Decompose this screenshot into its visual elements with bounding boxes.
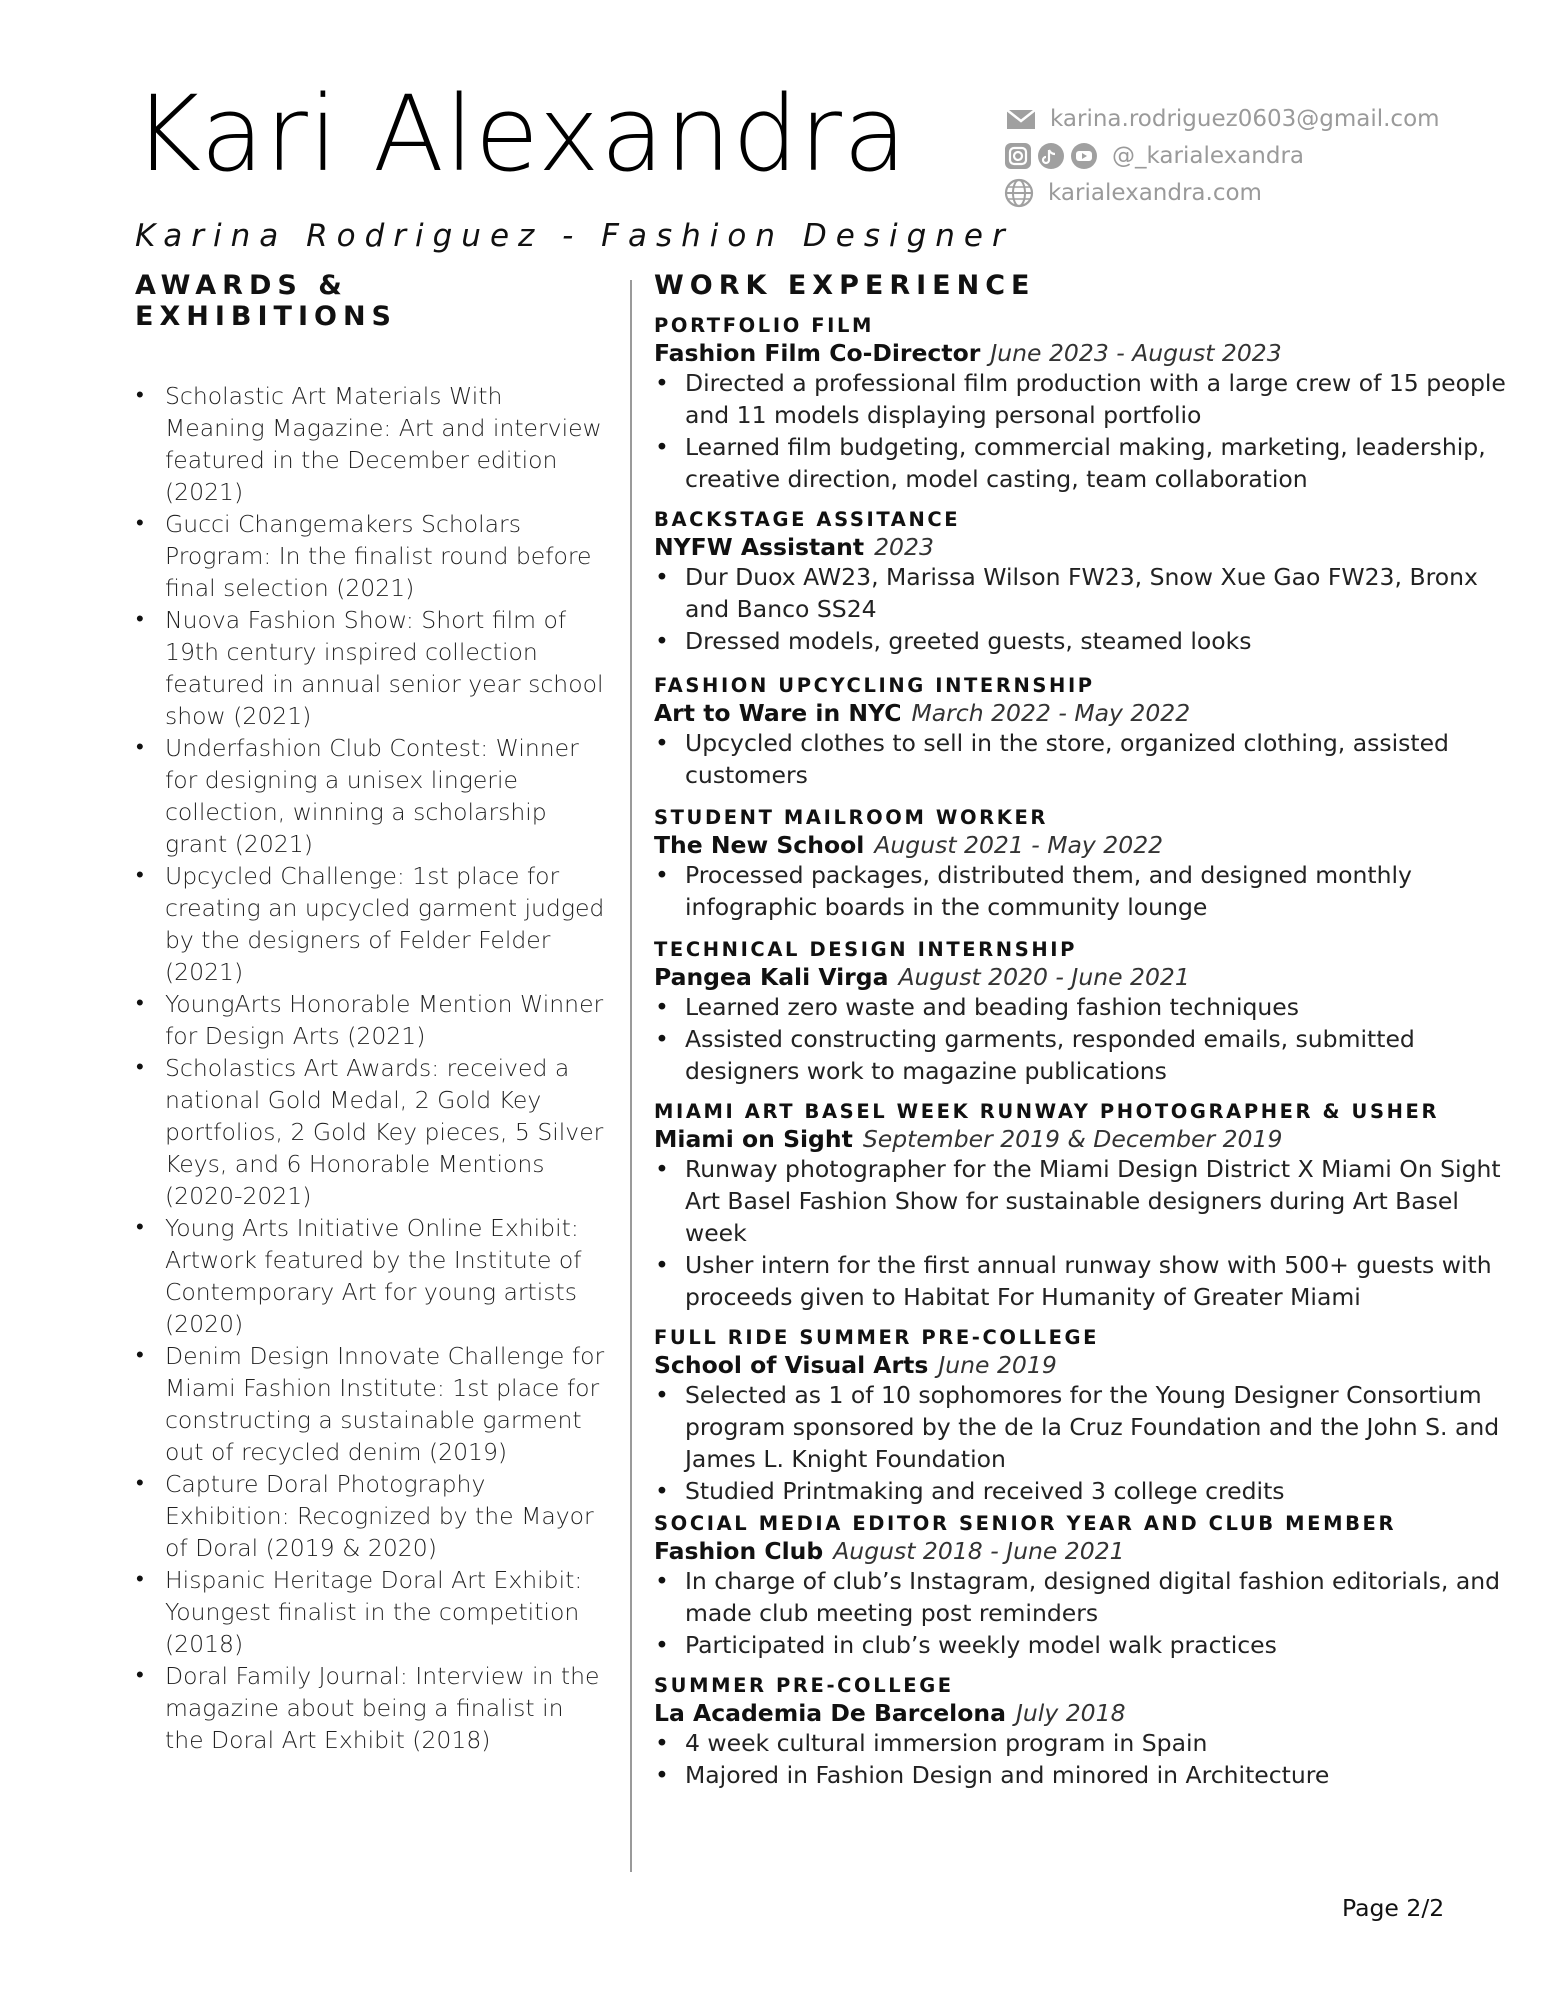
job-entry [654,313,1514,495]
job-date: July 2018 [1015,1699,1126,1727]
instagram-icon[interactable] [1004,142,1032,170]
website-link[interactable]: karialexandra.com [1048,179,1262,206]
subtitle: Karina Rodriguez - Fashion Designer [135,218,1014,254]
job-bullet [654,1629,1514,1661]
bullet-icon: • [136,1471,144,1496]
award-text: Capture Doral Photography Exhibition: Recognized by the Mayor of Doral (2019 & 2020) [165,1470,594,1562]
job-bullet [654,1565,1514,1629]
award-text: YoungArts Honorable Mention Winner for Design Arts (2021) [165,990,604,1050]
bullet-icon: • [655,729,669,757]
job-bullet [654,727,1514,791]
job-bullet-text: Dur Duox AW23, Marissa Wilson FW23, Snow Xue Gao FW23, Bronx and Banco SS24 [685,563,1478,623]
social-row[interactable] [1004,137,1440,174]
bullet-icon: • [655,861,669,889]
email-row[interactable] [1004,100,1440,137]
bullet-icon: • [655,993,669,1021]
job-category: STUDENT MAILROOM WORKER [654,806,1048,829]
job-bullet [654,1379,1514,1475]
job-entry [654,1099,1514,1313]
award-item [135,1052,605,1212]
award-item [135,732,605,860]
job-date: June 2019 [938,1351,1057,1379]
social-handle[interactable]: @_karialexandra [1112,142,1305,169]
job-heading [654,339,1514,367]
job-entry [654,507,1514,657]
job-bullets [654,1379,1514,1507]
job-bullet-text: Assisted constructing garments, responded emails, submitted designers work to magazine publications [685,1025,1415,1085]
job-bullet [654,367,1514,431]
bullet-icon: • [655,1025,669,1053]
award-text: Young Arts Initiative Online Exhibit: Artwork featured by the Institute of Contemporary Art for young artists (2020) [165,1214,582,1338]
job-role: Art to Ware in NYC [654,699,902,727]
job-entry [654,805,1514,923]
award-text: Gucci Changemakers Scholars Program: In the finalist round before final selection (2021) [165,510,592,602]
bullet-icon: • [136,1663,144,1688]
job-date: June 2023 - August 2023 [990,339,1282,367]
job-bullet [654,1153,1514,1249]
award-text: Scholastics Art Awards: received a national Gold Medal, 2 Gold Key portfolios, 2 Gold Key pieces, 5 Silver Keys, and 6 Honorable Mentions (2020-2021) [165,1054,604,1210]
job-role: La Academia De Barcelona [654,1699,1006,1727]
job-entry [654,1325,1514,1507]
job-bullet-text: Studied Printmaking and received 3 college credits [685,1477,1285,1505]
job-entry [654,1511,1514,1661]
job-bullets [654,1727,1514,1791]
award-item [135,508,605,604]
globe-icon [1004,178,1034,208]
award-text: Nuova Fashion Show: Short film of 19th century inspired collection featured in annual senior year school show (2021) [165,606,604,730]
bullet-icon: • [136,1215,144,1240]
job-date: 2023 [874,533,934,561]
bullet-icon: • [655,563,669,591]
bullet-icon: • [136,1055,144,1080]
bullet-icon: • [655,433,669,461]
award-item [135,1564,605,1660]
bullet-icon: • [655,1567,669,1595]
job-bullet-text: Dressed models, greeted guests, steamed looks [685,627,1252,655]
job-bullet-text: Usher intern for the first annual runway show with 500+ guests with proceeds given to Habitat For Humanity of Greater Miami [685,1251,1492,1311]
job-bullet [654,431,1514,495]
bullet-icon: • [655,1729,669,1757]
bullet-icon: • [655,369,669,397]
job-bullet-text: Participated in club’s weekly model walk practices [685,1631,1277,1659]
job-bullet [654,859,1514,923]
bullet-icon: • [655,627,669,655]
job-bullet-text: Processed packages, distributed them, and designed monthly infographic boards in the community lounge [685,861,1412,921]
job-bullets [654,367,1514,495]
award-item [135,1340,605,1468]
job-role: Fashion Film Co-Director [654,339,981,367]
job-role: Miami on Sight [654,1125,853,1153]
work-title: WORK EXPERIENCE [654,270,1036,301]
job-date: August 2020 - June 2021 [898,963,1190,991]
award-item [135,988,605,1052]
bullet-icon: • [136,511,144,536]
bullet-icon: • [136,863,144,888]
awards-list [135,380,605,1756]
job-bullet [654,1475,1514,1507]
job-role: Pangea Kali Virga [654,963,889,991]
job-bullet-text: Directed a professional film production with a large crew of 15 people and 11 models displaying personal portfolio [685,369,1506,429]
job-heading [654,1351,1514,1379]
job-date: September 2019 & December 2019 [862,1125,1283,1153]
job-bullet-text: Majored in Fashion Design and minored in Architecture [685,1761,1330,1789]
job-heading [654,831,1514,859]
page-number: Page 2/2 [1342,1894,1445,1922]
job-role: Fashion Club [654,1537,824,1565]
website-row[interactable] [1004,174,1440,211]
job-bullet [654,1759,1514,1791]
job-heading [654,1125,1514,1153]
job-date: March 2022 - May 2022 [911,699,1191,727]
work-section [654,270,1514,1791]
job-category: FASHION UPCYCLING INTERNSHIP [654,674,1095,697]
award-text: Doral Family Journal: Interview in the magazine about being a finalist in the Doral Art Exhibit (2018) [165,1662,600,1754]
bullet-icon: • [655,1631,669,1659]
job-category: FULL RIDE SUMMER PRE-COLLEGE [654,1326,1100,1349]
job-bullet-text: Learned film budgeting, commercial making, marketing, leadership, creative direction, model casting, team collaboration [685,433,1486,493]
job-date: August 2018 - June 2021 [833,1537,1125,1565]
awards-section [135,270,605,1756]
job-bullet [654,1023,1514,1087]
job-bullet [654,991,1514,1023]
job-category: BACKSTAGE ASSITANCE [654,508,961,531]
award-item [135,604,605,732]
award-item [135,1468,605,1564]
job-bullet-text: Selected as 1 of 10 sophomores for the Young Designer Consortium program sponsored by the de la Cruz Foundation and the John S. and James L. Knight Foundation [685,1381,1500,1473]
award-item [135,380,605,508]
bullet-icon: • [136,607,144,632]
job-date: August 2021 - May 2022 [874,831,1164,859]
job-bullets [654,1153,1514,1313]
job-bullet-text: Runway photographer for the Miami Design District X Miami On Sight Art Basel Fashion Show for sustainable designers during Art Basel week [685,1155,1501,1247]
job-heading [654,1537,1514,1565]
award-text: Scholastic Art Materials With Meaning Magazine: Art and interview featured in the December edition (2021) [165,382,602,506]
job-role: The New School [654,831,865,859]
job-bullets [654,991,1514,1087]
job-bullet-text: Upcycled clothes to sell in the store, organized clothing, assisted customers [685,729,1449,789]
award-item [135,1212,605,1340]
job-bullet [654,561,1514,625]
bullet-icon: • [655,1477,669,1505]
award-text: Denim Design Innovate Challenge for Miami Fashion Institute: 1st place for constructing a sustainable garment out of recycled denim (2019) [165,1342,605,1466]
bullet-icon: • [136,383,144,408]
award-item [135,1660,605,1756]
award-text: Upcycled Challenge: 1st place for creating an upcycled garment judged by the designers of Felder Felder (2021) [165,862,605,986]
bullet-icon: • [655,1155,669,1183]
job-role: NYFW Assistant [654,533,865,561]
job-category: MIAMI ART BASEL WEEK RUNWAY PHOTOGRAPHER & USHER [654,1100,1440,1123]
job-bullet [654,1249,1514,1313]
bullet-icon: • [136,1567,144,1592]
job-bullets [654,1565,1514,1661]
column-divider [630,280,632,1872]
job-category: SUMMER PRE-COLLEGE [654,1674,954,1697]
mail-icon [1006,108,1036,130]
job-bullet [654,625,1514,657]
award-item [135,860,605,988]
bullet-icon: • [136,735,144,760]
job-bullet [654,1727,1514,1759]
job-entry [654,673,1514,791]
job-heading [654,533,1514,561]
bullet-icon: • [136,991,144,1016]
bullet-icon: • [655,1251,669,1279]
job-heading [654,963,1514,991]
contact-block [1004,100,1440,211]
bullet-icon: • [655,1761,669,1789]
job-category: TECHNICAL DESIGN INTERNSHIP [654,938,1078,961]
job-bullet-text: 4 week cultural immersion program in Spain [685,1729,1208,1757]
job-category: SOCIAL MEDIA EDITOR SENIOR YEAR AND CLUB MEMBER [654,1512,1397,1535]
job-category: PORTFOLIO FILM [654,314,875,337]
awards-title: AWARDS & EXHIBITIONS [135,270,397,332]
job-bullets [654,561,1514,657]
job-heading [654,699,1514,727]
job-entry [654,1673,1514,1791]
jobs-list [654,313,1514,1791]
job-heading [654,1699,1514,1727]
tiktok-icon[interactable] [1037,142,1065,170]
award-text: Hispanic Heritage Doral Art Exhibit: Youngest finalist in the competition (2018) [165,1566,583,1658]
job-bullets [654,859,1514,923]
email-link[interactable]: karina.rodriguez0603@gmail.com [1050,105,1440,132]
job-bullet-text: Learned zero waste and beading fashion techniques [685,993,1300,1021]
youtube-icon[interactable] [1070,142,1098,170]
designer-name: Kari Alexandra [133,73,908,195]
bullet-icon: • [655,1381,669,1409]
award-text: Underfashion Club Contest: Winner for designing a unisex lingerie collection, winning a scholarship grant (2021) [165,734,579,858]
job-bullets [654,727,1514,791]
job-entry [654,937,1514,1087]
job-role: School of Visual Arts [654,1351,929,1379]
job-bullet-text: In charge of club’s Instagram, designed digital fashion editorials, and made club meeting post reminders [685,1567,1501,1627]
bullet-icon: • [136,1343,144,1368]
